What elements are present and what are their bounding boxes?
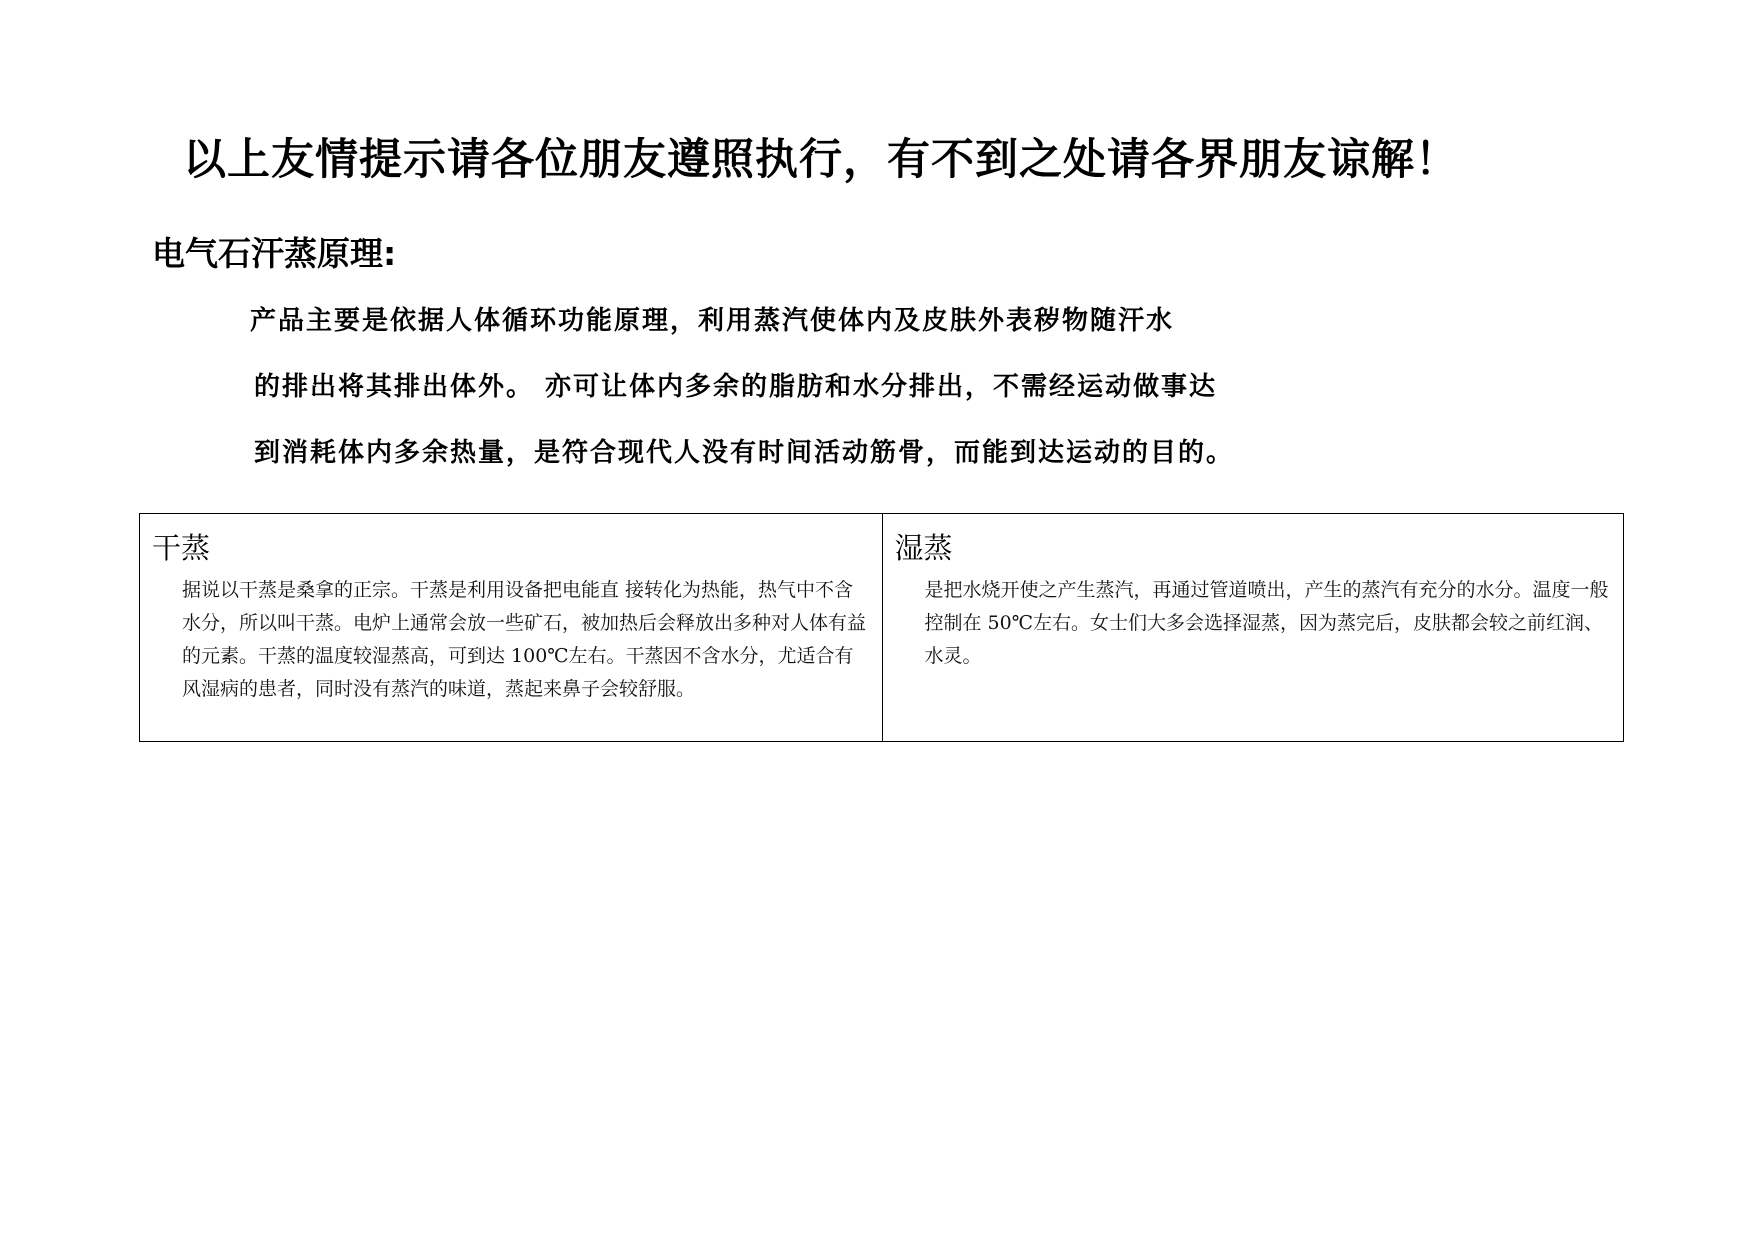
principle-heading: 电气石汗蒸原理: (152, 234, 397, 273)
wet-steam-cell (882, 514, 1624, 741)
notice-banner: 以上友情提示请各位朋友遵照执行，有不到之处请各界朋友谅解！ (183, 135, 1459, 185)
wet-steam-description: 是把水烧开使之产生蒸汽，再通过管道喷出，产生的蒸汽有充分的水分。温度一般控制在 50℃左右。女士们大多会选择湿蒸，因为蒸完后，皮肤都会较之前红润、水灵。 (924, 579, 1609, 667)
principle-line: 到消耗体内多余热量，是符合现代人没有时间活动筋骨，而能到达运动的目的。 (254, 438, 1235, 468)
dry-steam-cell (140, 514, 882, 741)
principle-paragraph (250, 298, 1550, 496)
dry-steam-title: 干蒸 (152, 531, 211, 565)
dry-steam-description: 据说以干蒸是桑拿的正宗。干蒸是利用设备把电能直 接转化为热能，热气中不含水分，所以叫干蒸。电炉上通常会放一些矿石，被加热后会释放出多种对人体有益的元素。干蒸的温度较湿蒸高，可到达 100℃左右。干蒸因不含水分，尤适合有风湿病的患者，同时没有蒸汽的味道，蒸起来鼻子会较舒服。 (182, 579, 867, 700)
wet-steam-title: 湿蒸 (894, 531, 953, 565)
principle-line: 产品主要是依据人体循环功能原理，利用蒸汽使体内及皮肤外表秽物随汗水 (250, 306, 1175, 336)
comparison-table (139, 513, 1624, 742)
principle-line: 的排出将其排出体外。 亦可让体内多余的脂肪和水分排出，不需经运动做事达 (254, 372, 1218, 402)
